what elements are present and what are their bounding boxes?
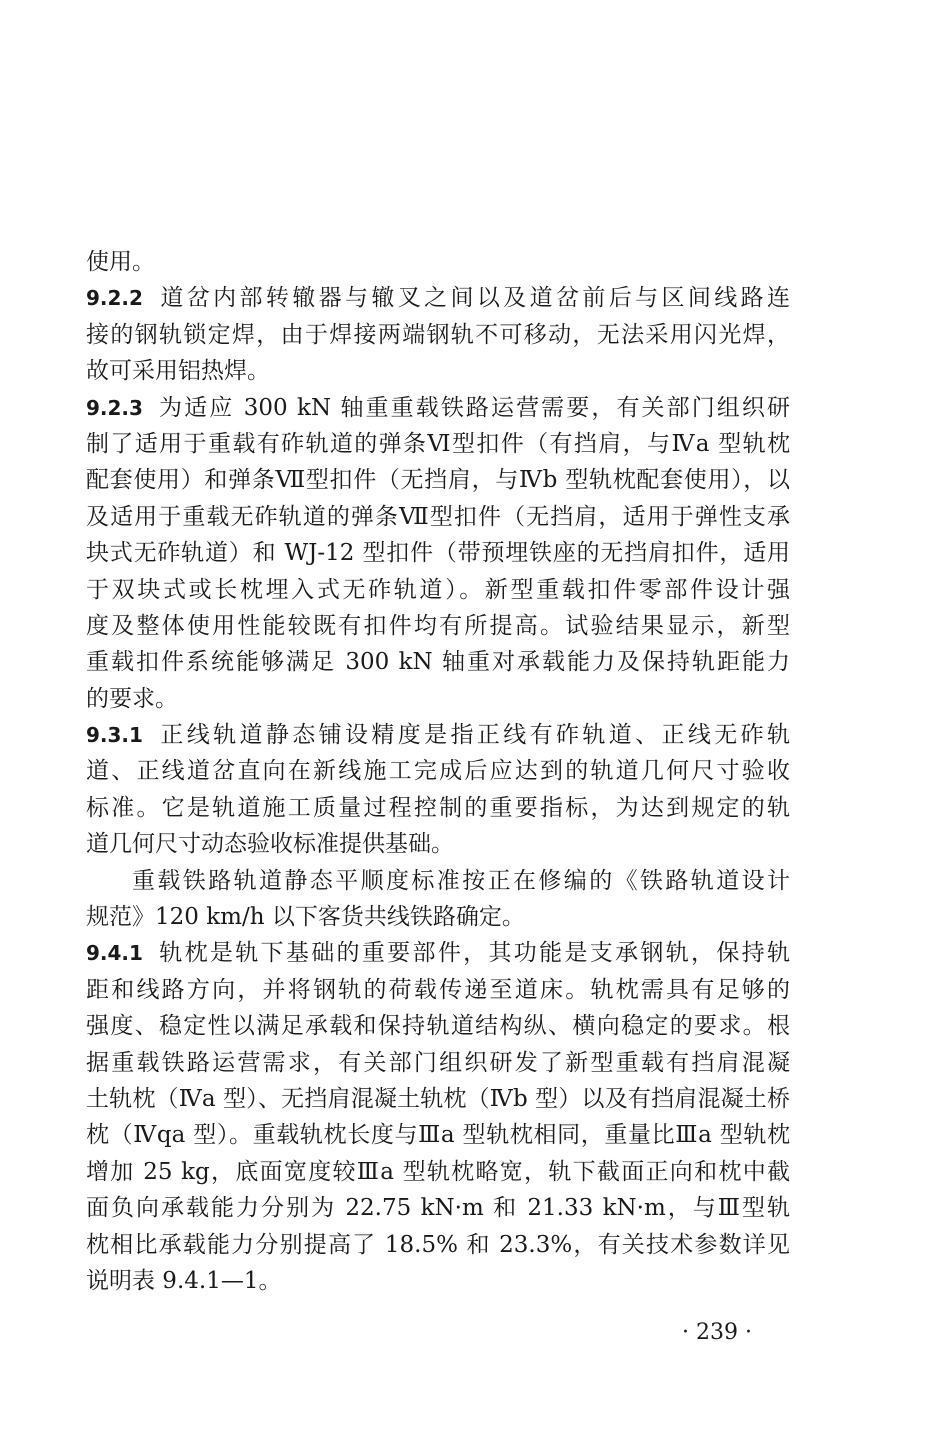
text-line: 块式无砟轨道）和 WJ-12 型扣件（带预埋铁座的无挡肩扣件，适用 xyxy=(86,540,790,567)
text-line: 规范》120 km/h 以下客货共线铁路确定。 xyxy=(86,904,525,931)
text-line: 度及整体使用性能较既有扣件均有所提高。试验结果显示，新型 xyxy=(86,612,790,639)
clause-number: 9.2.2 xyxy=(86,286,143,311)
text-line: 据重载铁路运营需求，有关部门组织研发了新型重载有挡肩混凝 xyxy=(86,1049,790,1076)
text-line: 说明表 9.4.1—1。 xyxy=(86,1267,282,1294)
text-line: 标准。它是轨道施工质量过程控制的重要指标，为达到规定的轨 xyxy=(86,794,790,821)
text-line: 道几何尺寸动态验收标准提供基础。 xyxy=(86,831,454,858)
text-line: 于双块式或长枕埋入式无砟轨道）。新型重载扣件零部件设计强 xyxy=(86,576,790,603)
clause-number: 9.4.1 xyxy=(86,941,143,966)
text-line: 配套使用）和弹条Ⅶ型扣件（无挡肩，与Ⅳb 型轨枕配套使用），以 xyxy=(86,467,790,494)
text-line: 增加 25 kg，底面宽度较Ⅲa 型轨枕略宽，轨下截面正向和枕中截 xyxy=(86,1158,790,1185)
clause-text: 轨枕是轨下基础的重要部件，其功能是支承钢轨，保持轨 xyxy=(156,940,790,967)
clause-line xyxy=(86,390,790,426)
text-line: 道、正线道岔直向在新线施工完成后应达到的轨道几何尺寸验收 xyxy=(86,758,790,785)
text-line: 土轨枕（Ⅳa 型）、无挡肩混凝土轨枕（Ⅳb 型）以及有挡肩混凝土桥 xyxy=(86,1085,790,1112)
clause-number: 9.2.3 xyxy=(86,395,143,420)
clause-text: 为适应 300 kN 轴重重载铁路运营需要，有关部门组织研 xyxy=(156,394,790,421)
text-line: 枕相比承载能力分别提高了 18.5% 和 23.3%，有关技术参数详见 xyxy=(86,1231,790,1258)
clause-text: 正线轨道静态铺设精度是指正线有砟轨道、正线无砟轨 xyxy=(156,722,790,749)
text-line: 面负向承载能力分别为 22.75 kN·m 和 21.33 kN·m，与Ⅲ型轨 xyxy=(86,1195,790,1222)
text-line-indented: 重载铁路轨道静态平顺度标准按正在修编的《铁路轨道设计 xyxy=(132,867,790,894)
text-line: 的要求。 xyxy=(86,685,178,712)
clause-text: 道岔内部转辙器与辙叉之间以及道岔前后与区间线路连 xyxy=(156,285,790,312)
text-line: 故可采用铝热焊。 xyxy=(86,358,270,385)
text-line: 制了适用于重载有砟轨道的弹条Ⅵ型扣件（有挡肩，与Ⅳa 型轨枕 xyxy=(86,430,790,457)
document-body xyxy=(86,244,790,1299)
text-line: 重载扣件系统能够满足 300 kN 轴重对承载能力及保持轨距能力 xyxy=(86,649,790,676)
text-line: 及适用于重载无砟轨道的弹条Ⅶ型扣件（无挡肩，适用于弹性支承 xyxy=(86,503,790,530)
clause-line xyxy=(86,935,790,971)
clause-number: 9.3.1 xyxy=(86,723,143,748)
text-line: 距和线路方向，并将钢轨的荷载传递至道床。轨枕需具有足够的 xyxy=(86,976,790,1003)
clause-line xyxy=(86,717,790,753)
text-line: 枕（Ⅳqa 型）。重载轨枕长度与Ⅲa 型轨枕相同，重量比Ⅲa 型轨枕 xyxy=(86,1122,790,1149)
text-line: 使用。 xyxy=(86,249,155,275)
clause-line xyxy=(86,280,790,316)
text-line: 接的钢轨锁定焊，由于焊接两端钢轨不可移动，无法采用闪光焊， xyxy=(86,321,790,348)
text-line: 强度、稳定性以满足承载和保持轨道结构纵、横向稳定的要求。根 xyxy=(86,1013,790,1040)
page-number: · 239 · xyxy=(682,1320,752,1345)
